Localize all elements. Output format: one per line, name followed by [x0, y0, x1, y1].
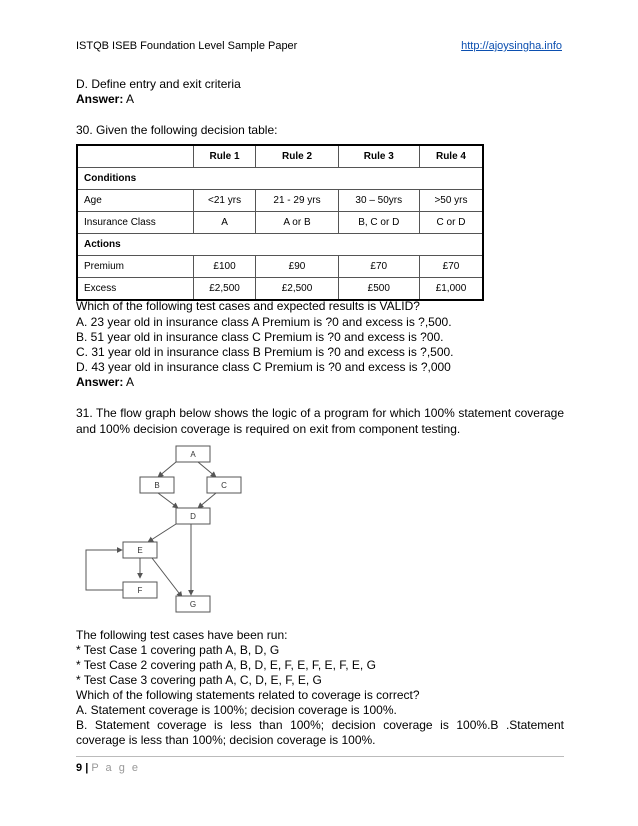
table-cell: 30 – 50yrs [338, 190, 419, 212]
table-cell: Insurance Class [77, 212, 193, 234]
decision-table [76, 144, 484, 301]
table-header-cell: Rule 1 [193, 145, 256, 168]
table-cell: 21 - 29 yrs [256, 190, 338, 212]
table-cell: £500 [338, 278, 419, 301]
answer-value: A [126, 375, 135, 389]
table-cell: Excess [77, 278, 193, 301]
answer-value: A [126, 92, 135, 106]
table-cell: Age [77, 190, 193, 212]
q29-answer [76, 92, 134, 107]
table-header-cell: Rule 2 [256, 145, 338, 168]
edge-a-b [158, 462, 176, 477]
table-cell: £70 [338, 256, 419, 278]
answer-label: Answer: [76, 92, 124, 106]
table-cell: B, C or D [338, 212, 419, 234]
node-label: A [190, 450, 196, 459]
edge-f-e [86, 550, 123, 590]
flow-graph-diagram [76, 440, 256, 620]
table-cell: £2,500 [256, 278, 338, 301]
test-case-1: * Test Case 1 covering path A, B, D, G [76, 643, 280, 657]
table-cell: A or B [256, 212, 338, 234]
table-cell: £2,500 [193, 278, 256, 301]
table-row [77, 278, 483, 301]
table-header-cell: Rule 4 [419, 145, 483, 168]
q31-run-intro: The following test cases have been run: [76, 628, 288, 642]
q31-option-b: B. Statement coverage is less than 100%; decision coverage is 100%.B .Statement coverage is less than 100%; decision coverage is 100%. [76, 718, 564, 747]
conditions-label: Conditions [77, 168, 483, 190]
q30-option-a: A. 23 year old in insurance class A Premium is ?0 and excess is ?,500. [76, 315, 452, 329]
node-label: G [189, 600, 197, 609]
page-number: 9 [76, 762, 83, 774]
table-cell: £1,000 [419, 278, 483, 301]
q30-prompt: Which of the following test cases and expected results is VALID? [76, 299, 420, 313]
header-title: ISTQB ISEB Foundation Level Sample Paper [76, 40, 298, 52]
footer-divider [76, 756, 564, 757]
q31-prompt: Which of the following statements related to coverage is correct? [76, 688, 420, 702]
table-section-row [77, 234, 483, 256]
table-header-cell: Rule 3 [338, 145, 419, 168]
node-label: F [137, 586, 143, 595]
table-cell: £90 [256, 256, 338, 278]
table-cell: <21 yrs [193, 190, 256, 212]
q29-option-d: D. Define entry and exit criteria [76, 77, 241, 91]
node-label: E [137, 546, 143, 555]
node-label: B [154, 481, 160, 490]
node-label: C [221, 481, 227, 490]
table-header-cell [77, 145, 193, 168]
footer-separator: | [85, 762, 89, 774]
table-row [77, 190, 483, 212]
page-word: P a g e [91, 762, 140, 774]
edge-d-e [148, 524, 176, 542]
q30-option-b: B. 51 year old in insurance class C Premium is ?0 and excess is ?00. [76, 330, 444, 344]
header-link[interactable]: http://ajoysingha.info [461, 40, 562, 52]
table-cell: £100 [193, 256, 256, 278]
q31-question: 31. The flow graph below shows the logic of a program for which 100% statement coverage and 100% decision coverage is required on exit from component testing. [76, 406, 564, 436]
actions-label: Actions [77, 234, 483, 256]
table-cell: >50 yrs [419, 190, 483, 212]
table-cell: Premium [77, 256, 193, 278]
table-cell: A [193, 212, 256, 234]
edge-b-d [158, 493, 178, 508]
node-label: D [190, 512, 196, 521]
edge-a-c [198, 462, 216, 477]
edge-c-d [198, 493, 216, 508]
table-row [77, 256, 483, 278]
table-section-row [77, 168, 483, 190]
page-footer [76, 762, 140, 774]
q30-answer [76, 375, 134, 390]
q30-option-d: D. 43 year old in insurance class C Premium is ?0 and excess is ?,000 [76, 360, 451, 374]
test-case-2: * Test Case 2 covering path A, B, D, E, F, E, F, E, F, E, G [76, 658, 376, 672]
table-row [77, 212, 483, 234]
table-header-row [77, 145, 483, 168]
q30-option-c: C. 31 year old in insurance class B Premium is ?0 and excess is ?,500. [76, 345, 454, 359]
q31-option-a: A. Statement coverage is 100%; decision coverage is 100%. [76, 703, 397, 717]
table-cell: £70 [419, 256, 483, 278]
test-case-3: * Test Case 3 covering path A, C, D, E, F, E, G [76, 673, 322, 687]
q30-question: 30. Given the following decision table: [76, 123, 278, 137]
table-cell: C or D [419, 212, 483, 234]
answer-label: Answer: [76, 375, 124, 389]
